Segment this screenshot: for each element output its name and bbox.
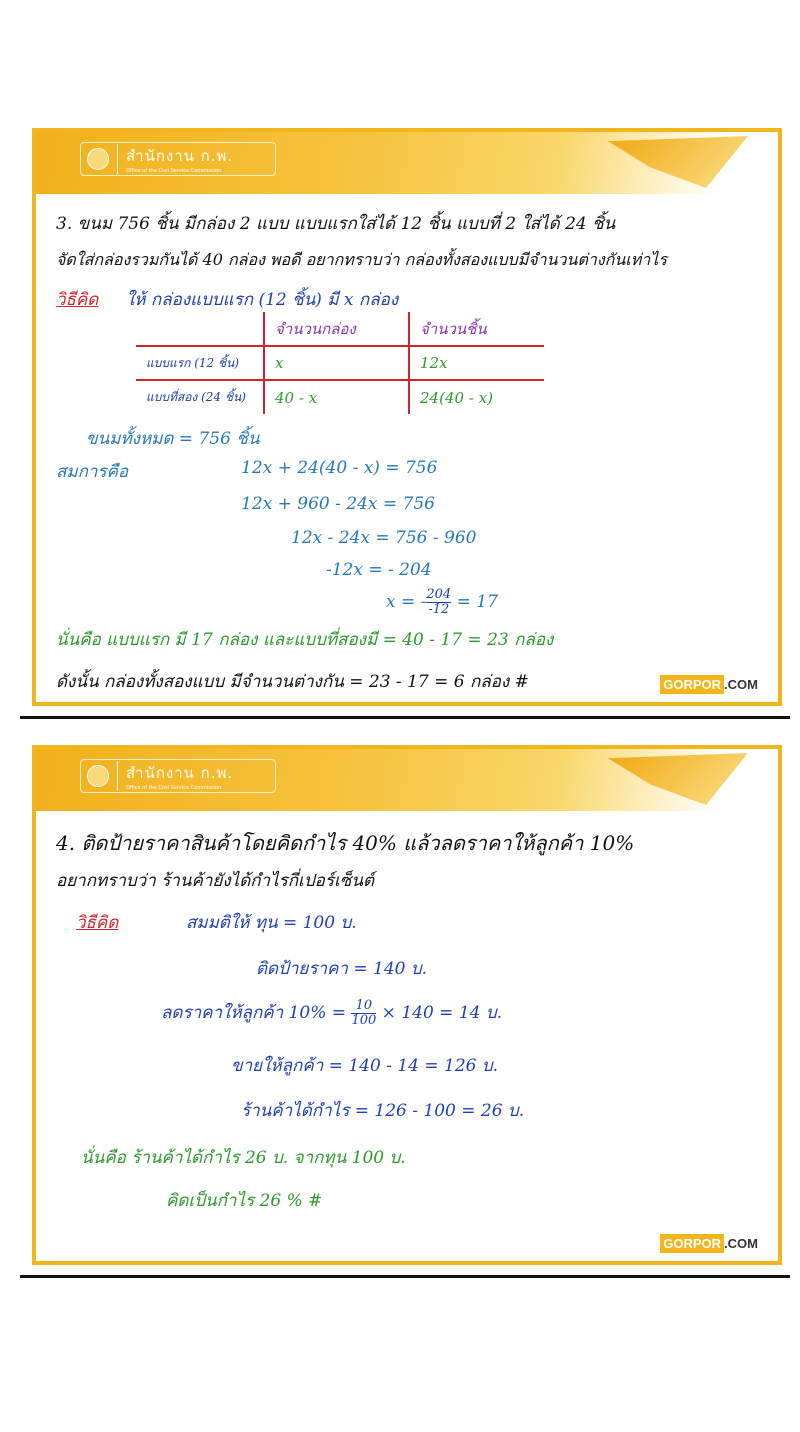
step-discount xyxy=(161,999,502,1028)
conclusion-1: นั่นคือ ร้านค้าได้กำไร 26 บ. จากทุน 100 บ. xyxy=(81,1148,406,1168)
frac-den: 100 xyxy=(351,1013,377,1028)
frac-num: 10 xyxy=(351,999,376,1014)
divider xyxy=(20,1275,790,1278)
ocsc-logo xyxy=(80,759,276,793)
frac-result: = 17 xyxy=(456,592,498,612)
cell: x xyxy=(264,346,409,380)
logo-text: สำนักงาน ก.พ. xyxy=(126,147,234,165)
ocsc-logo xyxy=(80,142,276,176)
let-statement: ให้ กล่องแบบแรก (12 ชิ้น) มี x กล่อง xyxy=(126,290,399,310)
discount-result: × 140 = 14 บ. xyxy=(381,1003,503,1023)
question-4-card xyxy=(32,745,782,1265)
logo-text: สำนักงาน ก.พ. xyxy=(126,764,234,782)
total: ขนมทั้งหมด = 756 ชิ้น xyxy=(86,429,260,449)
row-label: แบบแรก (12 ชิ้น) xyxy=(136,346,264,380)
frac-den: -12 xyxy=(428,602,450,617)
conclusion-2: คิดเป็นกำไร 26 % # xyxy=(166,1191,323,1211)
step-5-lhs: x = - xyxy=(386,592,427,612)
final-answer: ดังนั้น กล่องทั้งสองแบบ มีจำนวนต่างกัน = 23 - 17 = 6 กล่อง # xyxy=(56,672,529,692)
conclusion: นั่นคือ แบบแรก มี 17 กล่อง และแบบที่สองมี = 40 - 17 = 23 กล่อง xyxy=(56,630,554,650)
cell: 12x xyxy=(409,346,544,380)
seal-icon xyxy=(87,148,109,170)
q4-line1: 4. ติดป้ายราคาสินค้าโดยคิดกำไร 40% แล้วลดราคาให้ลูกค้า 10% xyxy=(56,831,635,855)
seal-icon xyxy=(87,765,109,787)
cell: 40 - x xyxy=(264,380,409,414)
eq-label: สมการคือ xyxy=(56,462,129,482)
step-4: -12x = - 204 xyxy=(326,560,432,580)
logo-subtext: Office of the Civil Service Commission xyxy=(126,785,222,791)
discount-label: ลดราคาให้ลูกค้า 10% = xyxy=(161,1003,347,1023)
gorpor-watermark: GORPOR .COM xyxy=(660,1236,758,1251)
step-2: 12x + 960 - 24x = 756 xyxy=(241,494,435,514)
row-label: แบบที่สอง (24 ชิ้น) xyxy=(136,380,264,414)
q3-line2: จัดใส่กล่องรวมกันได้ 40 กล่อง พอดี อยากทราบว่า กล่องทั้งสองแบบมีจำนวนต่างกันเท่าไร xyxy=(56,250,667,269)
q4-line2: อยากทราบว่า ร้านค้ายังได้กำไรกี่เปอร์เซ็นต์ xyxy=(56,871,375,891)
step-5 xyxy=(386,588,498,617)
header-boxes: จำนวนกล่อง xyxy=(264,312,409,346)
step-tag-price: ติดป้ายราคา = 140 บ. xyxy=(256,959,428,979)
step-profit: ร้านค้าได้กำไร = 126 - 100 = 26 บ. xyxy=(241,1101,525,1121)
banner xyxy=(36,749,778,811)
frac-num: 204 xyxy=(426,587,452,602)
logo-subtext: Office of the Civil Service Commission xyxy=(126,168,222,174)
method-label: วิธีคิด xyxy=(76,913,119,933)
divider xyxy=(20,716,790,719)
step-assume: สมมติให้ ทุน = 100 บ. xyxy=(186,913,357,933)
step-3: 12x - 24x = 756 - 960 xyxy=(291,528,477,548)
step-1: 12x + 24(40 - x) = 756 xyxy=(241,458,438,478)
question-3-card xyxy=(32,128,782,706)
gorpor-watermark: GORPOR .COM xyxy=(660,677,758,692)
box-table xyxy=(136,312,544,414)
header-pieces: จำนวนชิ้น xyxy=(409,312,544,346)
cell: 24(40 - x) xyxy=(409,380,544,414)
banner xyxy=(36,132,778,194)
step-sell: ขายให้ลูกค้า = 140 - 14 = 126 บ. xyxy=(231,1056,499,1076)
q3-line1: 3. ขนม 756 ชิ้น มีกล่อง 2 แบบ แบบแรกใส่ได้ 12 ชิ้น แบบที่ 2 ใส่ได้ 24 ชิ้น xyxy=(56,214,616,234)
method-label: วิธีคิด xyxy=(56,290,99,310)
